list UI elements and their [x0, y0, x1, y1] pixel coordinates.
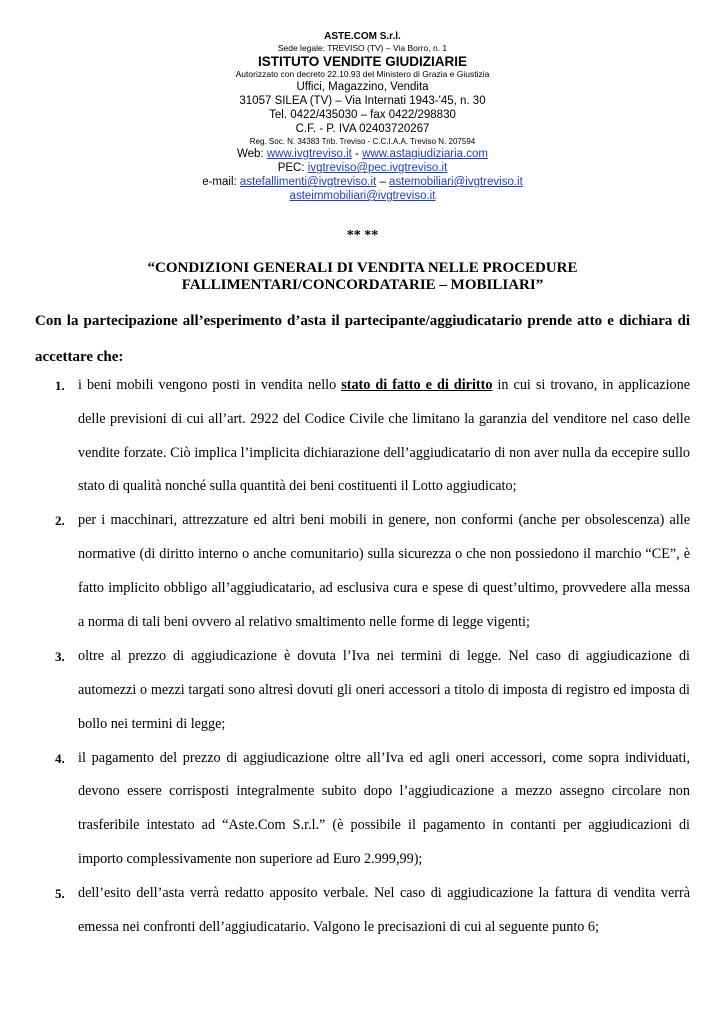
clause-5: [35, 877, 690, 945]
pec-link[interactable]: ivgtreviso@pec.ivgtreviso.it: [307, 162, 448, 174]
email-line: [0, 175, 725, 189]
web-separator: -: [355, 148, 359, 160]
web-line: [0, 147, 725, 161]
email-link-mobiliari[interactable]: astemobiliari@ivgtreviso.it: [389, 176, 523, 188]
clause-3: [35, 640, 690, 741]
intro-paragraph: Con la partecipazione all’esperimento d’asta il partecipante/aggiudicatario prende atto e dichiara di accettare che:: [35, 313, 690, 365]
registry-line: Reg. Soc. N. 34383 Trib. Treviso - C.C.I.A.A. Treviso N. 207594: [249, 137, 476, 146]
web-link-astagiudiziaria[interactable]: www.astagiudiziaria.com: [362, 148, 488, 160]
clause-1: [35, 369, 690, 504]
title-line-1: “CONDIZIONI GENERALI DI VENDITA NELLE PROCEDURE: [147, 260, 578, 276]
clause-2: [35, 504, 690, 639]
clause-emphasis: stato di fatto e di diritto: [341, 377, 493, 393]
institute-name: ISTITUTO VENDITE GIUDIZIARIE: [257, 54, 467, 69]
clause-number: 5.: [55, 886, 65, 902]
web-label: Web:: [236, 148, 264, 160]
clause-text: il pagamento del prezzo di aggiudicazione oltre all’Iva ed agli oneri accessori, come sopra individuati, devono essere corrisposti integralmente subito dopo l’aggiudicazione a mezzo assegno circolare non trasferibile intestato ad “Aste.Com S.r.l.” (è possibile il pagamento in contanti per aggiudicazioni di importo complessivamente non superiore ad Euro 2.999,99);: [78, 749, 690, 868]
clause-number: 3.: [55, 648, 65, 664]
clause-number: 4.: [55, 750, 65, 766]
clause-4: [35, 742, 690, 877]
conditions-list: [35, 369, 690, 945]
email-link-immobiliari[interactable]: asteimmobiliari@ivgtreviso.it: [289, 190, 436, 202]
clause-number: 1.: [55, 378, 65, 393]
web-link-ivgtreviso[interactable]: www.ivgtreviso.it: [266, 148, 352, 160]
clause-number: 2.: [55, 513, 65, 529]
separator-stars: ** **: [346, 228, 379, 243]
clause-text: dell’esito dell’asta verrà redatto apposito verbale. Nel caso di aggiudicazione la fattura di vendita verrà emessa nei confronti dell’aggiudicatario. Valgono le precisazioni di cui al seguente punto 6;: [78, 885, 690, 935]
title-line-2: FALLIMENTARI/CONCORDATARIE – MOBILIARI”: [181, 277, 544, 293]
email-link-fallimenti[interactable]: astefallimenti@ivgtreviso.it: [239, 176, 377, 188]
email-separator: –: [379, 176, 386, 188]
letterhead: [0, 31, 725, 203]
authorization-line: Autorizzato con decreto 22.10.93 del Ministero di Grazia e Giustizia: [235, 69, 490, 79]
email-label: e-mail:: [202, 176, 237, 188]
address-line: 31057 SILEA (TV) – Via Internati 1943-'45, n. 30: [239, 95, 486, 107]
clause-text: in cui si trovano, in applicazione delle previsioni di cui all’art. 2922 del Codice Civile che limitano la garanzia del venditore nel caso delle vendite forzate. Ciò implica l’implicita dichiarazione dell’aggiudicatario di non aver nulla da eccepire sullo stato di qualità nonché sulla quantità dei beni costituenti il Lotto aggiudicato;: [78, 377, 691, 495]
pec-line: [0, 161, 725, 175]
clause-text: per i macchinari, attrezzature ed altri beni mobili in genere, non conformi (anche per obsolescenza) alle normative (di diritto interno o anche comunitario) sulla sicurezza o che non possiedono il marchio “CE”, è fatto implicito obbligo all’aggiudicatario, ad esclusiva cura e spese di quest’ultimo, provvedere alla messa a norma di tali beni ovvero al relativo smaltimento nelle forme di legge vigenti;: [78, 512, 690, 630]
clause-text: oltre al prezzo di aggiudicazione è dovuta l’Iva nei termini di legge. Nel caso di aggiudicazione di automezzi o mezzi targati sono altresì dovuti gli oneri accessori a titolo di imposta di registro ed imposta di bollo nei termini di legge;: [78, 647, 690, 732]
pec-label: PEC:: [277, 162, 305, 174]
company-name: ASTE.COM S.r.l.: [324, 31, 401, 42]
offices-line: Uffici, Magazzino, Vendita: [296, 81, 429, 93]
phone-line: Tel. 0422/435030 – fax 0422/298830: [269, 109, 456, 121]
vat-line: C.F. - P. IVA 02403720267: [295, 123, 430, 135]
email-line-2: [0, 189, 725, 203]
legal-seat: Sede legale: TREVISO (TV) – Via Borro, n. 1: [277, 43, 448, 53]
document-title: [0, 260, 725, 294]
clause-text: i beni mobili vengono posti in vendita nello: [78, 377, 342, 393]
